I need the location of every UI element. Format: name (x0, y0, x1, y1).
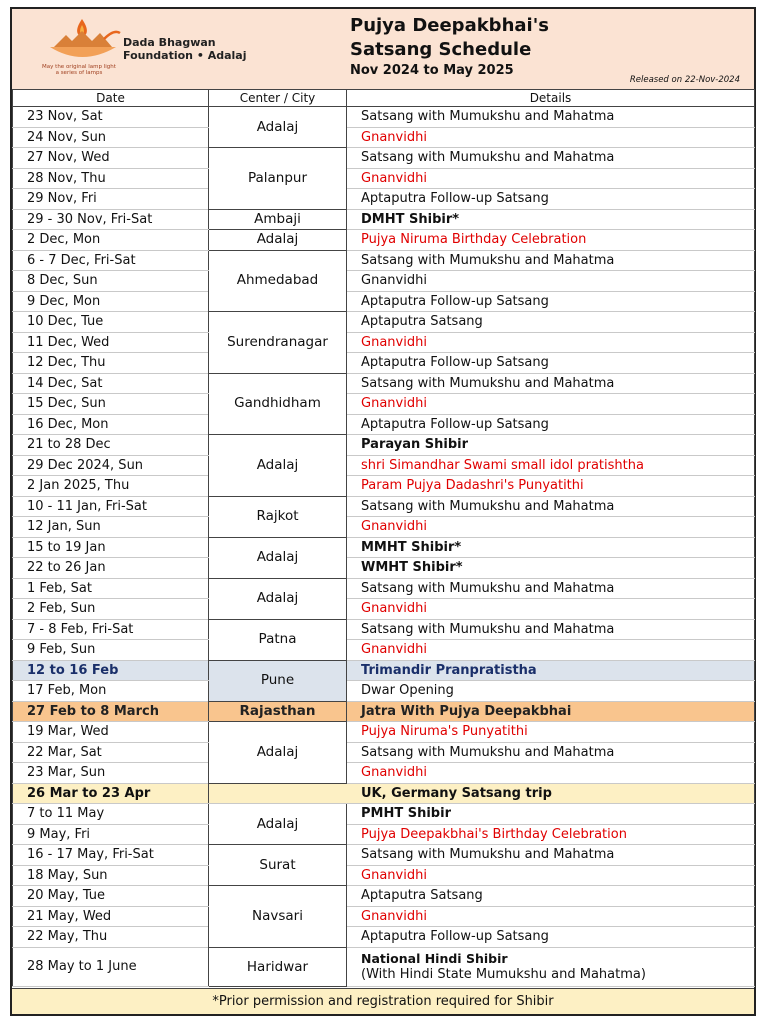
schedule-row (13, 189, 755, 210)
schedule-row (13, 373, 755, 394)
event-details: Aptaputra Follow-up Satsang (347, 189, 755, 210)
tagline-line1: May the original lamp light (42, 64, 116, 70)
event-details: Gnanvidhi (347, 127, 755, 148)
event-center: Haridwar (209, 947, 347, 986)
event-details: Satsang with Mumukshu and Mahatma (347, 373, 755, 394)
event-details: Satsang with Mumukshu and Mahatma (347, 148, 755, 169)
schedule-row (13, 742, 755, 763)
event-date: 14 Dec, Sat (13, 373, 209, 394)
event-details: Gnanvidhi (347, 517, 755, 538)
event-details: Trimandir Pranpratistha (347, 660, 755, 681)
event-details: Satsang with Mumukshu and Mahatma (347, 250, 755, 271)
event-details: Gnanvidhi (347, 271, 755, 292)
schedule-row (13, 640, 755, 661)
schedule-row (13, 148, 755, 169)
event-date: 2 Jan 2025, Thu (13, 476, 209, 497)
event-date: 20 May, Tue (13, 886, 209, 907)
schedule-row (13, 168, 755, 189)
event-date: 27 Feb to 8 March (13, 701, 209, 722)
schedule-period: Nov 2024 to May 2025 (350, 63, 514, 78)
event-details: Gnanvidhi (347, 906, 755, 927)
event-details: Param Pujya Dadashri's Punyatithi (347, 476, 755, 497)
event-details-line1: National Hindi Shibir (361, 950, 508, 966)
event-date: 28 May to 1 June (13, 947, 209, 986)
title-line1: Pujya Deepakbhai's (350, 15, 549, 36)
release-date: Released on 22-Nov-2024 (629, 75, 740, 85)
event-details: Aptaputra Follow-up Satsang (347, 353, 755, 374)
event-date: 15 Dec, Sun (13, 394, 209, 415)
event-center: Ahmedabad (209, 250, 347, 312)
event-date: 15 to 19 Jan (13, 537, 209, 558)
schedule-row (13, 291, 755, 312)
schedule-row (13, 250, 755, 271)
event-center: Adalaj (209, 578, 347, 619)
event-date: 28 Nov, Thu (13, 168, 209, 189)
event-date: 21 to 28 Dec (13, 435, 209, 456)
event-details: shri Simandhar Swami small idol pratishtha (347, 455, 755, 476)
event-details-line2: (With Hindi State Mumukshu and Mahatma) (361, 966, 646, 982)
event-details: UK, Germany Satsang trip (209, 783, 755, 804)
event-details: Gnanvidhi (347, 640, 755, 661)
schedule-row (13, 886, 755, 907)
event-center: Surat (209, 845, 347, 886)
schedule-row (13, 763, 755, 784)
event-details: Satsang with Mumukshu and Mahatma (347, 845, 755, 866)
event-date: 29 - 30 Nov, Fri-Sat (13, 209, 209, 230)
event-details (347, 947, 755, 986)
schedule-table (12, 89, 755, 987)
event-date: 9 Dec, Mon (13, 291, 209, 312)
schedule-row (13, 558, 755, 579)
event-center: Adalaj (209, 107, 347, 148)
event-date: 12 to 16 Feb (13, 660, 209, 681)
event-date: 22 Mar, Sat (13, 742, 209, 763)
schedule-row (13, 947, 755, 986)
event-date: 7 - 8 Feb, Fri-Sat (13, 619, 209, 640)
org-name-line1: Dada Bhagwan (123, 36, 216, 49)
event-details: Gnanvidhi (347, 599, 755, 620)
schedule-row (13, 927, 755, 948)
column-header-center: Center / City (209, 90, 347, 107)
column-header-date: Date (13, 90, 209, 107)
schedule-row (13, 455, 755, 476)
schedule-row (13, 435, 755, 456)
event-center: Palanpur (209, 148, 347, 210)
schedule-row (13, 414, 755, 435)
event-date: 24 Nov, Sun (13, 127, 209, 148)
event-center: Surendranagar (209, 312, 347, 374)
schedule-row (13, 824, 755, 845)
schedule-body (13, 107, 755, 987)
schedule-row (13, 517, 755, 538)
event-date: 23 Nov, Sat (13, 107, 209, 128)
event-details: Satsang with Mumukshu and Mahatma (347, 742, 755, 763)
event-center: Rajasthan (209, 701, 347, 722)
event-details: Gnanvidhi (347, 394, 755, 415)
schedule-row (13, 701, 755, 722)
event-details: Gnanvidhi (347, 865, 755, 886)
event-details: Parayan Shibir (347, 435, 755, 456)
event-date: 2 Dec, Mon (13, 230, 209, 251)
event-details: Pujya Niruma's Punyatithi (347, 722, 755, 743)
event-date: 17 Feb, Mon (13, 681, 209, 702)
event-details: Satsang with Mumukshu and Mahatma (347, 496, 755, 517)
column-header-details: Details (347, 90, 755, 107)
event-details: MMHT Shibir* (347, 537, 755, 558)
event-details: Aptaputra Satsang (347, 886, 755, 907)
event-date: 1 Feb, Sat (13, 578, 209, 599)
schedule-row (13, 537, 755, 558)
event-center: Ambaji (209, 209, 347, 230)
event-date: 9 May, Fri (13, 824, 209, 845)
event-date: 29 Dec 2024, Sun (13, 455, 209, 476)
title-line2: Satsang Schedule (350, 39, 532, 60)
event-details: Satsang with Mumukshu and Mahatma (347, 619, 755, 640)
event-date: 22 May, Thu (13, 927, 209, 948)
event-center: Navsari (209, 886, 347, 948)
event-center: Gandhidham (209, 373, 347, 435)
event-date: 10 - 11 Jan, Fri-Sat (13, 496, 209, 517)
schedule-row (13, 332, 755, 353)
event-center: Adalaj (209, 537, 347, 578)
schedule-row (13, 496, 755, 517)
event-date: 12 Jan, Sun (13, 517, 209, 538)
event-date: 7 to 11 May (13, 804, 209, 825)
schedule-row (13, 619, 755, 640)
schedule-row (13, 230, 755, 251)
header (12, 9, 754, 90)
event-details: Satsang with Mumukshu and Mahatma (347, 578, 755, 599)
event-date: 18 May, Sun (13, 865, 209, 886)
schedule-row (13, 660, 755, 681)
event-details: Gnanvidhi (347, 763, 755, 784)
event-center: Rajkot (209, 496, 347, 537)
lamp-logo (42, 15, 122, 65)
event-date: 29 Nov, Fri (13, 189, 209, 210)
event-date: 23 Mar, Sun (13, 763, 209, 784)
schedule-row (13, 578, 755, 599)
event-date: 11 Dec, Wed (13, 332, 209, 353)
schedule-row (13, 599, 755, 620)
event-details: Aptaputra Satsang (347, 312, 755, 333)
event-details: Dwar Opening (347, 681, 755, 702)
event-date: 16 Dec, Mon (13, 414, 209, 435)
schedule-row (13, 804, 755, 825)
schedule-row (13, 209, 755, 230)
event-details: Gnanvidhi (347, 168, 755, 189)
event-details: Aptaputra Follow-up Satsang (347, 927, 755, 948)
schedule-row (13, 394, 755, 415)
schedule-row (13, 906, 755, 927)
schedule-row (13, 353, 755, 374)
event-details: Pujya Deepakbhai's Birthday Celebration (347, 824, 755, 845)
event-details: DMHT Shibir* (347, 209, 755, 230)
event-details: Aptaputra Follow-up Satsang (347, 291, 755, 312)
table-header-row (13, 90, 755, 107)
event-date: 12 Dec, Thu (13, 353, 209, 374)
event-date: 16 - 17 May, Fri-Sat (13, 845, 209, 866)
event-date: 6 - 7 Dec, Fri-Sat (13, 250, 209, 271)
event-date: 9 Feb, Sun (13, 640, 209, 661)
event-date: 8 Dec, Sun (13, 271, 209, 292)
schedule-row (13, 865, 755, 886)
schedule-row (13, 722, 755, 743)
footer-note: *Prior permission and registration required for Shibir (12, 988, 754, 1014)
event-center: Adalaj (209, 804, 347, 845)
event-center: Adalaj (209, 722, 347, 784)
event-details: WMHT Shibir* (347, 558, 755, 579)
schedule-row (13, 127, 755, 148)
event-center: Patna (209, 619, 347, 660)
tagline-line2: a series of lamps (55, 70, 103, 76)
event-date: 2 Feb, Sun (13, 599, 209, 620)
schedule-row (13, 107, 755, 128)
event-date: 10 Dec, Tue (13, 312, 209, 333)
event-details: Satsang with Mumukshu and Mahatma (347, 107, 755, 128)
event-details: Pujya Niruma Birthday Celebration (347, 230, 755, 251)
event-details: Aptaputra Follow-up Satsang (347, 414, 755, 435)
event-details: PMHT Shibir (347, 804, 755, 825)
event-center: Adalaj (209, 230, 347, 251)
event-date: 19 Mar, Wed (13, 722, 209, 743)
schedule-row (13, 476, 755, 497)
schedule-row (13, 271, 755, 292)
event-date: 21 May, Wed (13, 906, 209, 927)
schedule-row (13, 845, 755, 866)
schedule-row (13, 312, 755, 333)
org-name-line2: Foundation • Adalaj (123, 49, 247, 62)
event-date: 27 Nov, Wed (13, 148, 209, 169)
event-date: 22 to 26 Jan (13, 558, 209, 579)
event-details: Gnanvidhi (347, 332, 755, 353)
schedule-row (13, 681, 755, 702)
event-details: Jatra With Pujya Deepakbhai (347, 701, 755, 722)
event-center: Pune (209, 660, 347, 701)
schedule-row (13, 783, 755, 804)
event-center: Adalaj (209, 435, 347, 497)
schedule-page (10, 7, 756, 1016)
event-date: 26 Mar to 23 Apr (13, 783, 209, 804)
